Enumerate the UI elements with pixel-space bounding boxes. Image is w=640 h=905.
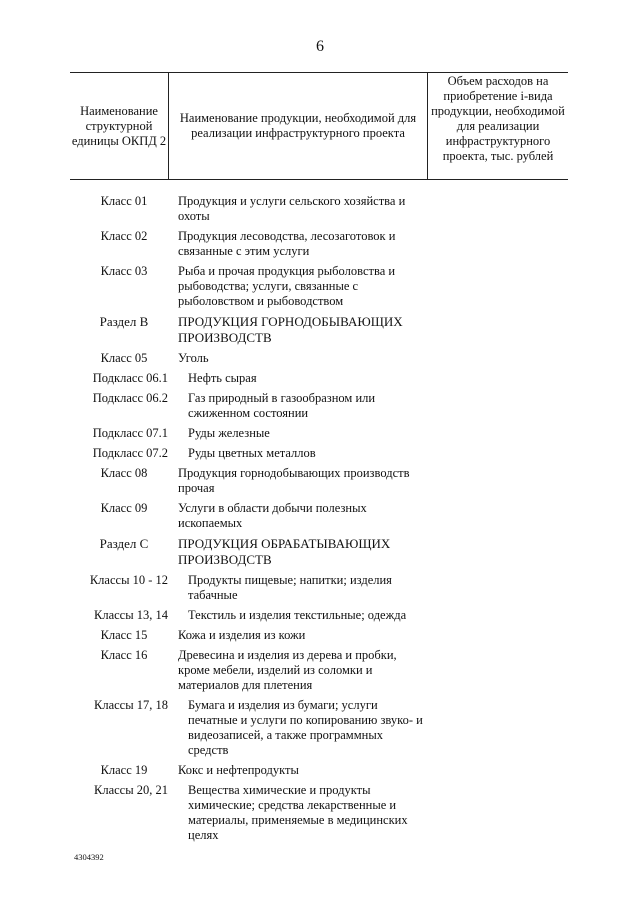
row-name: ПРОДУКЦИЯ ОБРАБАТЫВАЮЩИХ ПРОИЗВОДСТВ — [178, 536, 391, 567]
row-code: Классы 17, 18 — [94, 698, 168, 712]
header-okpd-unit: Наименование структурной единицы ОКПД 2 — [70, 73, 169, 179]
row-name: Продукция лесоводства, лесозаготовок и связанные с этим услуги — [178, 229, 396, 258]
table-row — [70, 351, 568, 366]
table-row — [70, 229, 568, 259]
row-name: Услуги в области добычи полезных ископаемых — [178, 501, 367, 530]
row-name: Продукция горнодобывающих производств прочая — [178, 466, 410, 495]
table-row — [70, 426, 568, 441]
row-code: Класс 01 — [100, 194, 148, 208]
row-name: Продукция и услуги сельского хозяйства и охоты — [178, 194, 406, 223]
row-code: Классы 13, 14 — [94, 608, 168, 622]
row-name: Нефть сырая — [188, 371, 257, 385]
header-product-name: Наименование продукции, необходимой для реализации инфраструктурного проекта — [169, 73, 428, 179]
row-name: Вещества химические и продукты химические; средства лекарственные и материалы, применяемые в медицинских целях — [188, 783, 408, 842]
table-row — [70, 466, 568, 496]
row-code: Класс 19 — [100, 763, 148, 777]
row-code: Класс 02 — [100, 229, 148, 243]
table-row — [70, 446, 568, 461]
page-number: 6 — [316, 38, 324, 55]
table-row — [70, 783, 568, 843]
row-name: Руды цветных металлов — [188, 446, 316, 460]
row-code: Класс 09 — [100, 501, 148, 515]
row-name: Уголь — [178, 351, 209, 365]
row-code: Подкласс 06.1 — [92, 371, 168, 385]
row-code: Подкласс 07.1 — [92, 426, 168, 440]
table-row — [70, 648, 568, 693]
row-name: Бумага и изделия из бумаги; услуги печатные и услуги по копированию звуко- и видеозаписей, а также программных средств — [188, 698, 423, 757]
table-body — [70, 194, 568, 848]
row-name: Текстиль и изделия текстильные; одежда — [188, 608, 407, 622]
header-expense-volume: Объем расходов на приобретение i-вида продукции, необходимой для реализации инфраструктурного проекта, тыс. рублей — [431, 74, 565, 163]
row-code: Класс 05 — [100, 351, 148, 365]
table-row — [70, 501, 568, 531]
row-code: Класс 16 — [100, 648, 148, 662]
row-code: Раздел B — [99, 314, 149, 329]
row-name: Продукты пищевые; напитки; изделия табачные — [188, 573, 392, 602]
table-row — [70, 264, 568, 309]
row-code: Класс 08 — [100, 466, 148, 480]
row-code: Подкласс 07.2 — [92, 446, 168, 460]
table-row — [70, 391, 568, 421]
row-name: Газ природный в газообразном или сжиженном состоянии — [188, 391, 376, 420]
table-row — [70, 194, 568, 224]
row-code: Класс 15 — [100, 628, 148, 642]
table-row — [70, 763, 568, 778]
row-name: Рыба и прочая продукция рыболовства и рыбоводства; услуги, связанные с рыболовством и рыбоводством — [178, 264, 396, 308]
table-row — [70, 608, 568, 623]
row-code: Раздел C — [99, 536, 149, 551]
table-row-section — [70, 314, 568, 346]
table-row — [70, 371, 568, 386]
table-row — [70, 698, 568, 758]
table-header — [70, 72, 568, 180]
document-id: 4304392 — [74, 852, 104, 862]
row-code: Классы 10 - 12 — [89, 573, 168, 587]
row-name: Руды железные — [188, 426, 270, 440]
row-code: Классы 20, 21 — [94, 783, 168, 797]
row-name: Древесина и изделия из дерева и пробки, кроме мебели, изделий из соломки и материалов для плетения — [178, 648, 397, 692]
table-row — [70, 573, 568, 603]
row-code: Подкласс 06.2 — [92, 391, 168, 405]
row-code: Класс 03 — [100, 264, 148, 278]
table-row-section — [70, 536, 568, 568]
row-name: ПРОДУКЦИЯ ГОРНОДОБЫВАЮЩИХ ПРОИЗВОДСТВ — [178, 314, 403, 345]
row-name: Кокс и нефтепродукты — [178, 763, 299, 777]
table-row — [70, 628, 568, 643]
row-name: Кожа и изделия из кожи — [178, 628, 306, 642]
